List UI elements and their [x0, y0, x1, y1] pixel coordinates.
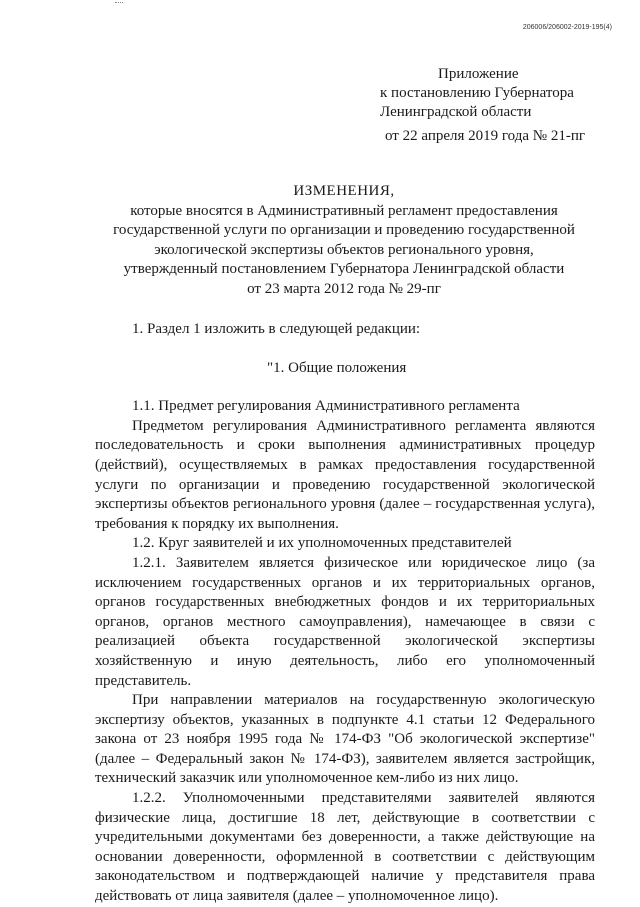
title-line: от 23 марта 2012 года № 29-пг	[247, 280, 441, 297]
title-line: утвержденный постановлением Губернатора Ленинградской области	[123, 261, 565, 278]
document-title	[88, 182, 600, 300]
appendix-region: Ленинградской области	[380, 104, 532, 120]
title-line: государственной услуги по организации и проведению государственной	[113, 222, 575, 239]
section-title: "1. Общие положения	[267, 359, 407, 376]
document-body	[95, 320, 595, 907]
subsection-title: 1.2. Круг заявителей и их уполномоченных представителей	[132, 535, 512, 552]
appendix-label: Приложение	[438, 66, 519, 82]
amendment-item: 1. Раздел 1 изложить в следующей редакции:	[132, 321, 421, 337]
title-line: которые вносятся в Административный регламент предоставления	[130, 202, 558, 219]
paragraph: 1.2.2. Уполномоченными представителями заявителей являются физические лица, достигшие 18 лет, действующие в соответствии с учредительными документами без доверенности, а также действующие на основании доверенности, оформленной в соответствии с действующим законодательством и подтверждающей наличие у представителя права действовать от лица заявителя (далее – уполномоченное лицо).	[95, 790, 595, 905]
paragraph: Предметом регулирования Административного регламента являются последовательность и сроки выполнения административных процедур (действий), осуществляемых в рамках предоставления государственной услуги по организации и проведению государственной экологической экспертизы объектов регионального уровня (далее – государственная услуга), требования к порядку их выполнения.	[95, 417, 595, 532]
paragraph: При направлении материалов на государственную экологическую экспертизу объектов, указанных в подпункте 4.1 статьи 12 Федерального закона от 23 ноября 1995 года № 174-ФЗ "Об экологической экспертизе" (далее – Федеральный закон № 174-ФЗ), заявителем является застройщик, технический заказчик или уполномоченное кем-либо из них лицо.	[95, 692, 595, 787]
paragraph: 1.2.1. Заявителем является физическое или юридическое лицо (за исключением государственных органов и их территориальных органов, органов государственных внебюджетных фондов и их территориальных органов, органов местного самоуправления), намечающее в связи с реализацией объекта государственной экологической экспертизы хозяйственную и иную деятельность, либо его уполномоченный представитель.	[95, 554, 595, 689]
appendix-date: от 22 апреля 2019 года № 21-пг	[385, 128, 586, 144]
title-heading: ИЗМЕНЕНИЯ,	[293, 183, 395, 199]
document-number: 206006/206002-2019-195(4)	[522, 24, 612, 31]
scan-mark	[115, 2, 123, 5]
title-line: экологической экспертизы объектов регионального уровня,	[154, 241, 534, 258]
appendix-reference: к постановлению Губернатора	[380, 85, 574, 101]
subsection-title: 1.1. Предмет регулирования Административного регламента	[132, 398, 520, 415]
